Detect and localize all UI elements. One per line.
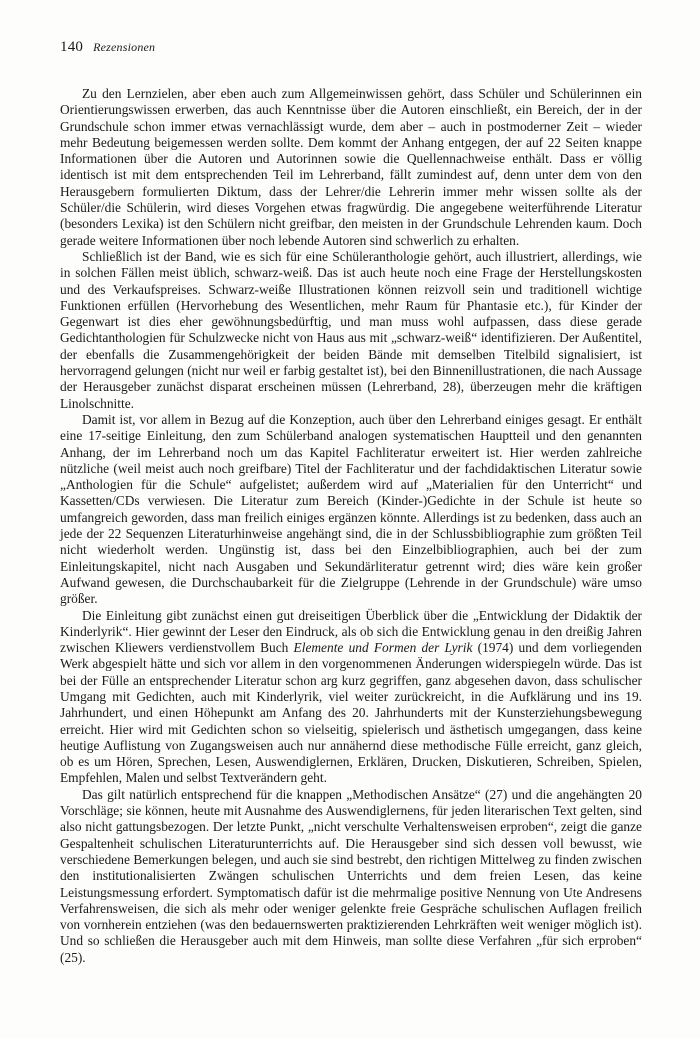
running-title: Rezensionen: [93, 40, 156, 54]
paragraph-introduction-start: Die Einleitung gibt zunächst einen gut dreiseitigen Überblick über die „Entwicklung der Didaktik der Kinderlyrik“. Hier gewinnt der Leser den Eindruck, als ob sich die Entwicklung genau in den dreißig Jahren zwischen Kliewers verdienstvollem Buch: [60, 607, 642, 656]
book-title-citation: Elemente und Formen der Lyrik: [293, 640, 473, 656]
running-header: [60, 39, 155, 56]
paragraph-introduction: [60, 608, 642, 787]
paragraph-illustrations: Schließlich ist der Band, wie es sich für eine Schüleranthologie gehört, auch illustriert, allerdings, wie in solchen Fällen meist üblich, schwarz-weiß. Das ist auch heute noch eine Frage der Herstellungskosten und des Verkaufspreises. Schwarz-weiße Illustrationen können reizvoll sein und traditionell wichtige Funktionen erfüllen (Hervorhebung des Wesentlichen, mehr Raum für Phantasie etc.), für Kinder der Gegenwart ist dies eher gewöhnungsbedürftig, und man muss wohl aufpassen, dass diese gerade Gedichtanthologien für Schulzwecke nicht von Haus aus mit „schwarz-weiß“ identifizieren. Der Außentitel, der ebenfalls die Zusammengehörigkeit der beiden Bände mit demselben Titelbild signalisiert, ist hervorragend gelungen (nicht nur weil er farbig gestaltet ist), bei den Binnenillustrationen, die nach Aussage der Herausgeber zunächst disparat erscheinen müssen (Lehrerband, 28), überzeugen mehr die kräftigen Linolschnitte.: [60, 248, 642, 411]
paragraph-methodical-approaches: Das gilt natürlich entsprechend für die knappen „Methodischen Ansätze“ (27) und die angehängten 20 Vorschläge; sie können, heute mit Ausnahme des Auswendiglernens, für jeden literarischen Text gelten, sind also nicht gattungsbezogen. Der letzte Punkt, „nicht verschulte Verhaltensweisen erproben“, zeigt die ganze Gespaltenheit schulischen Literaturunterrichts auf. Die Herausgeber sind sich dessen voll bewusst, wie verschiedene Bemerkungen belegen, und auch sie sind bestrebt, den richtigen Mittelweg zu finden zwischen den institutionalisierten Zwängen schulischen Unterrichts und dem freien Lesen, das keine Leistungsmessung erfordert. Symptomatisch dafür ist die mehrmalige positive Nennung von Ute Andresens Verfahrensweisen, die sich als mehr oder weniger gelenkte freie Gespräche schulischen Auflagen freilich von vornherein entziehen (was den bedauernswerten praktizierenden Lehrkräften weit weniger möglich ist). Und so schließen die Herausgeber auch mit dem Hinweis, man sollte diese Verfahren „für sich erproben“ (25).: [60, 786, 642, 965]
review-body: [60, 86, 642, 966]
paragraph-introduction-end: (1974) und dem vorliegenden Werk abgespielt hätte und sich vor allem in den vorgenommenen Änderungen widerspiegeln würde. Das ist bei der Fülle an entsprechender Literatur schon arg kurz gegriffen, ganz abgesehen davon, dass schulischer Umgang mit Gedichten, auch mit Kinderlyrik, viel weiter zurückreicht, in die Aufklärung und ins 19. Jahrhundert, und einen Höhepunkt am Anfang des 20. Jahrhunderts mit der Kunsterziehungsbewegung erreicht. Hier wird mit Gedichten schon so vielseitig, spielerisch und ästhetisch umgegangen, dass keine heutige Auflistung von Zugangsweisen auch nur annähernd diese methodische Fülle erreicht, ganz gleich, ob es um Hören, Sprechen, Lesen, Auswendiglernen, Erklären, Drucken, Diskutieren, Schreiben, Spielen, Empfehlen, Malen und selbst Textverändern geht.: [60, 640, 642, 786]
paragraph-learning-goals: Zu den Lernzielen, aber eben auch zum Allgemeinwissen gehört, dass Schüler und Schülerinnen ein Orientierungswissen erwerben, das auch Kenntnisse über die Autoren einschließt, ein Bereich, der in der Grundschule schon immer etwas vernachlässigt wurde, dem aber – auch in postmoderner Zeit – wieder mehr Bedeutung beigemessen werden sollte. Dem kommt der Anhang entgegen, der auf 22 Seiten knappe Informationen über die Autoren und Autorinnen sowie die Quellennachweise enthält. Dass er völlig identisch ist mit dem entsprechenden Teil im Lehrerband, fällt zumindest auf, denn unter dem von den Herausgebern formulierten Diktum, dass der Lehrer/die Lehrerin immer mehr wissen sollte als der Schüler/die Schülerin, wird dieses Vorgehen etwas fragwürdig. Die angegebene weiterführende Literatur (besonders Lexika) ist den Schülern nicht greifbar, den meisten in der Grundschule Lehrenden kaum. Doch gerade weitere Informationen über noch lebende Autoren sind schwerlich zu erhalten.: [60, 86, 642, 248]
paragraph-teacher-volume: Damit ist, vor allem in Bezug auf die Konzeption, auch über den Lehrerband einiges gesagt. Er enthält eine 17-seitige Einleitung, den zum Schülerband analogen systematischen Hauptteil und den genannten Anhang, der im Lehrerband noch um das Kapitel Fachliteratur erweitert ist. Hier werden zahlreiche nützliche (weil meist auch noch greifbare) Titel der Fachliteratur und der fachdidaktischen Literatur sowie „Anthologien für die Schule“ aufgelistet; außerdem wird auf „Materialien für den Unterricht“ und Kassetten/CDs verwiesen. Die Literatur zum Bereich (Kinder-)Gedichte in der Schule ist heute so umfangreich geworden, dass man freilich einiges ergänzen könnte. Allerdings ist zu bedenken, dass auch an jede der 22 Sequenzen Literaturhinweise angehängt sind, die in der Schlussbibliographie zum größten Teil nicht wiederholt werden. Ungünstig ist, dass bei den Einzelbibliographien, auch bei der zum Einleitungskapitel, nicht nach Ausgaben und Sekundärliteratur getrennt wird; dies wäre kein großer Aufwand gewesen, die Durchschaubarkeit für die Zielgruppe (Lehrende in der Grundschule) wäre umso größer.: [60, 411, 642, 607]
page-number: 140: [60, 39, 84, 55]
